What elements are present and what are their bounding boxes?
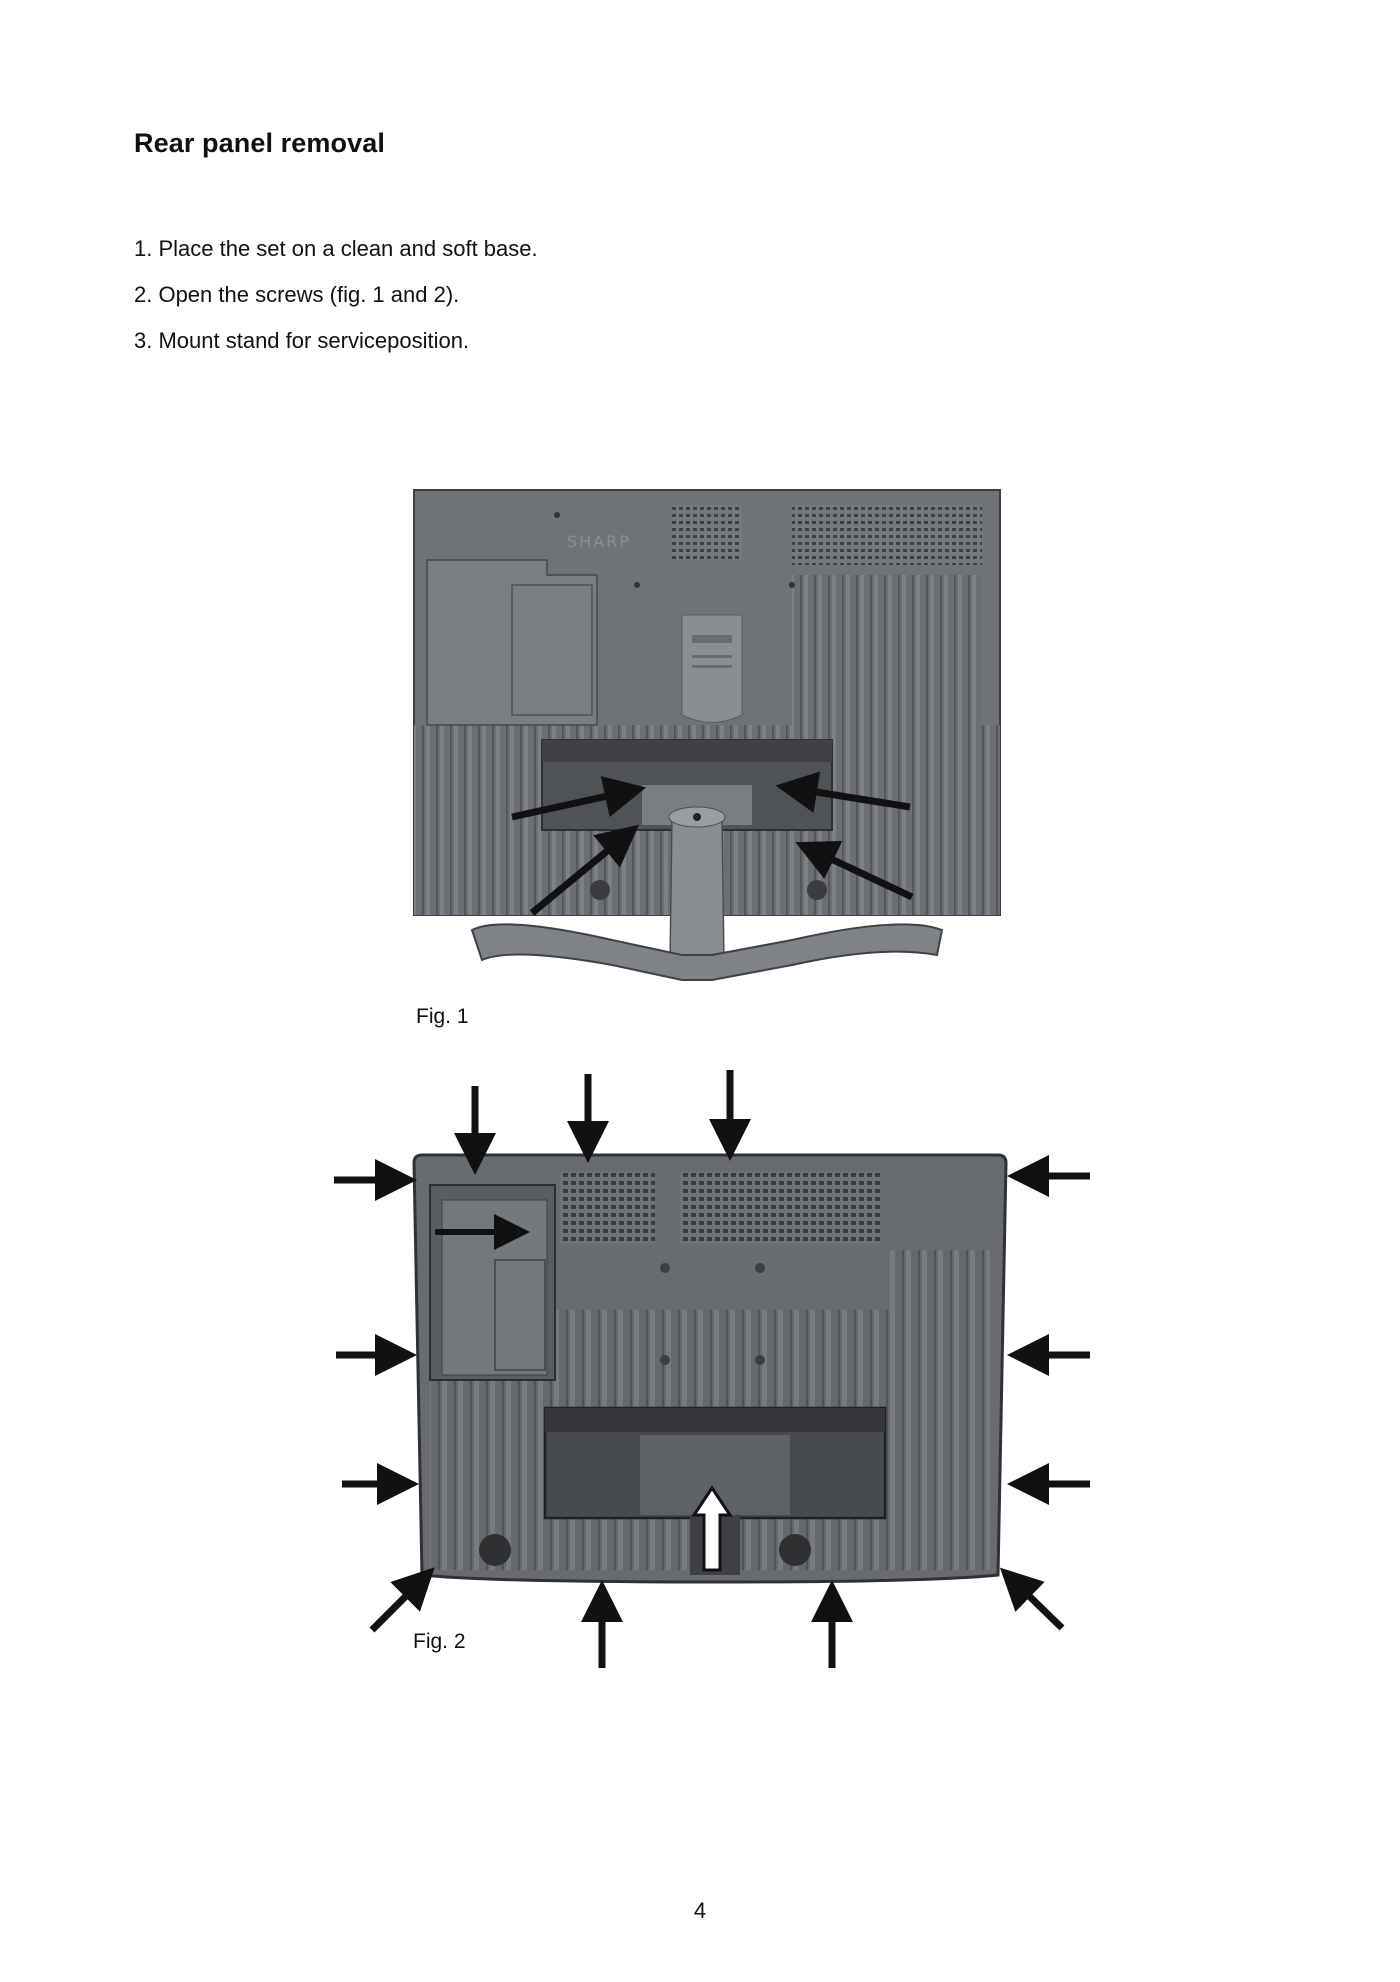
page-title: Rear panel removal bbox=[134, 128, 385, 158]
brand-logo: SHARP bbox=[567, 532, 631, 551]
figure-1-rear-with-stand bbox=[412, 485, 1002, 995]
figure-2-rear-without-stand bbox=[330, 1060, 1100, 1680]
arrow-icon bbox=[1025, 1592, 1062, 1628]
instruction-step: 3. Mount stand for serviceposition. bbox=[134, 328, 470, 353]
arrow-icon bbox=[372, 1592, 410, 1630]
figure-2-caption: Fig. 2 bbox=[413, 1630, 466, 1653]
instruction-step: 2. Open the screws (fig. 1 and 2). bbox=[134, 282, 460, 307]
page-number: 4 bbox=[693, 1898, 707, 1923]
figure-1-caption: Fig. 1 bbox=[416, 1005, 469, 1028]
tv-rear-illustration bbox=[412, 485, 1002, 995]
tv-rear-illustration bbox=[330, 1060, 1100, 1680]
instruction-step: 1. Place the set on a clean and soft base. bbox=[134, 236, 538, 261]
instruction-list bbox=[134, 226, 538, 364]
